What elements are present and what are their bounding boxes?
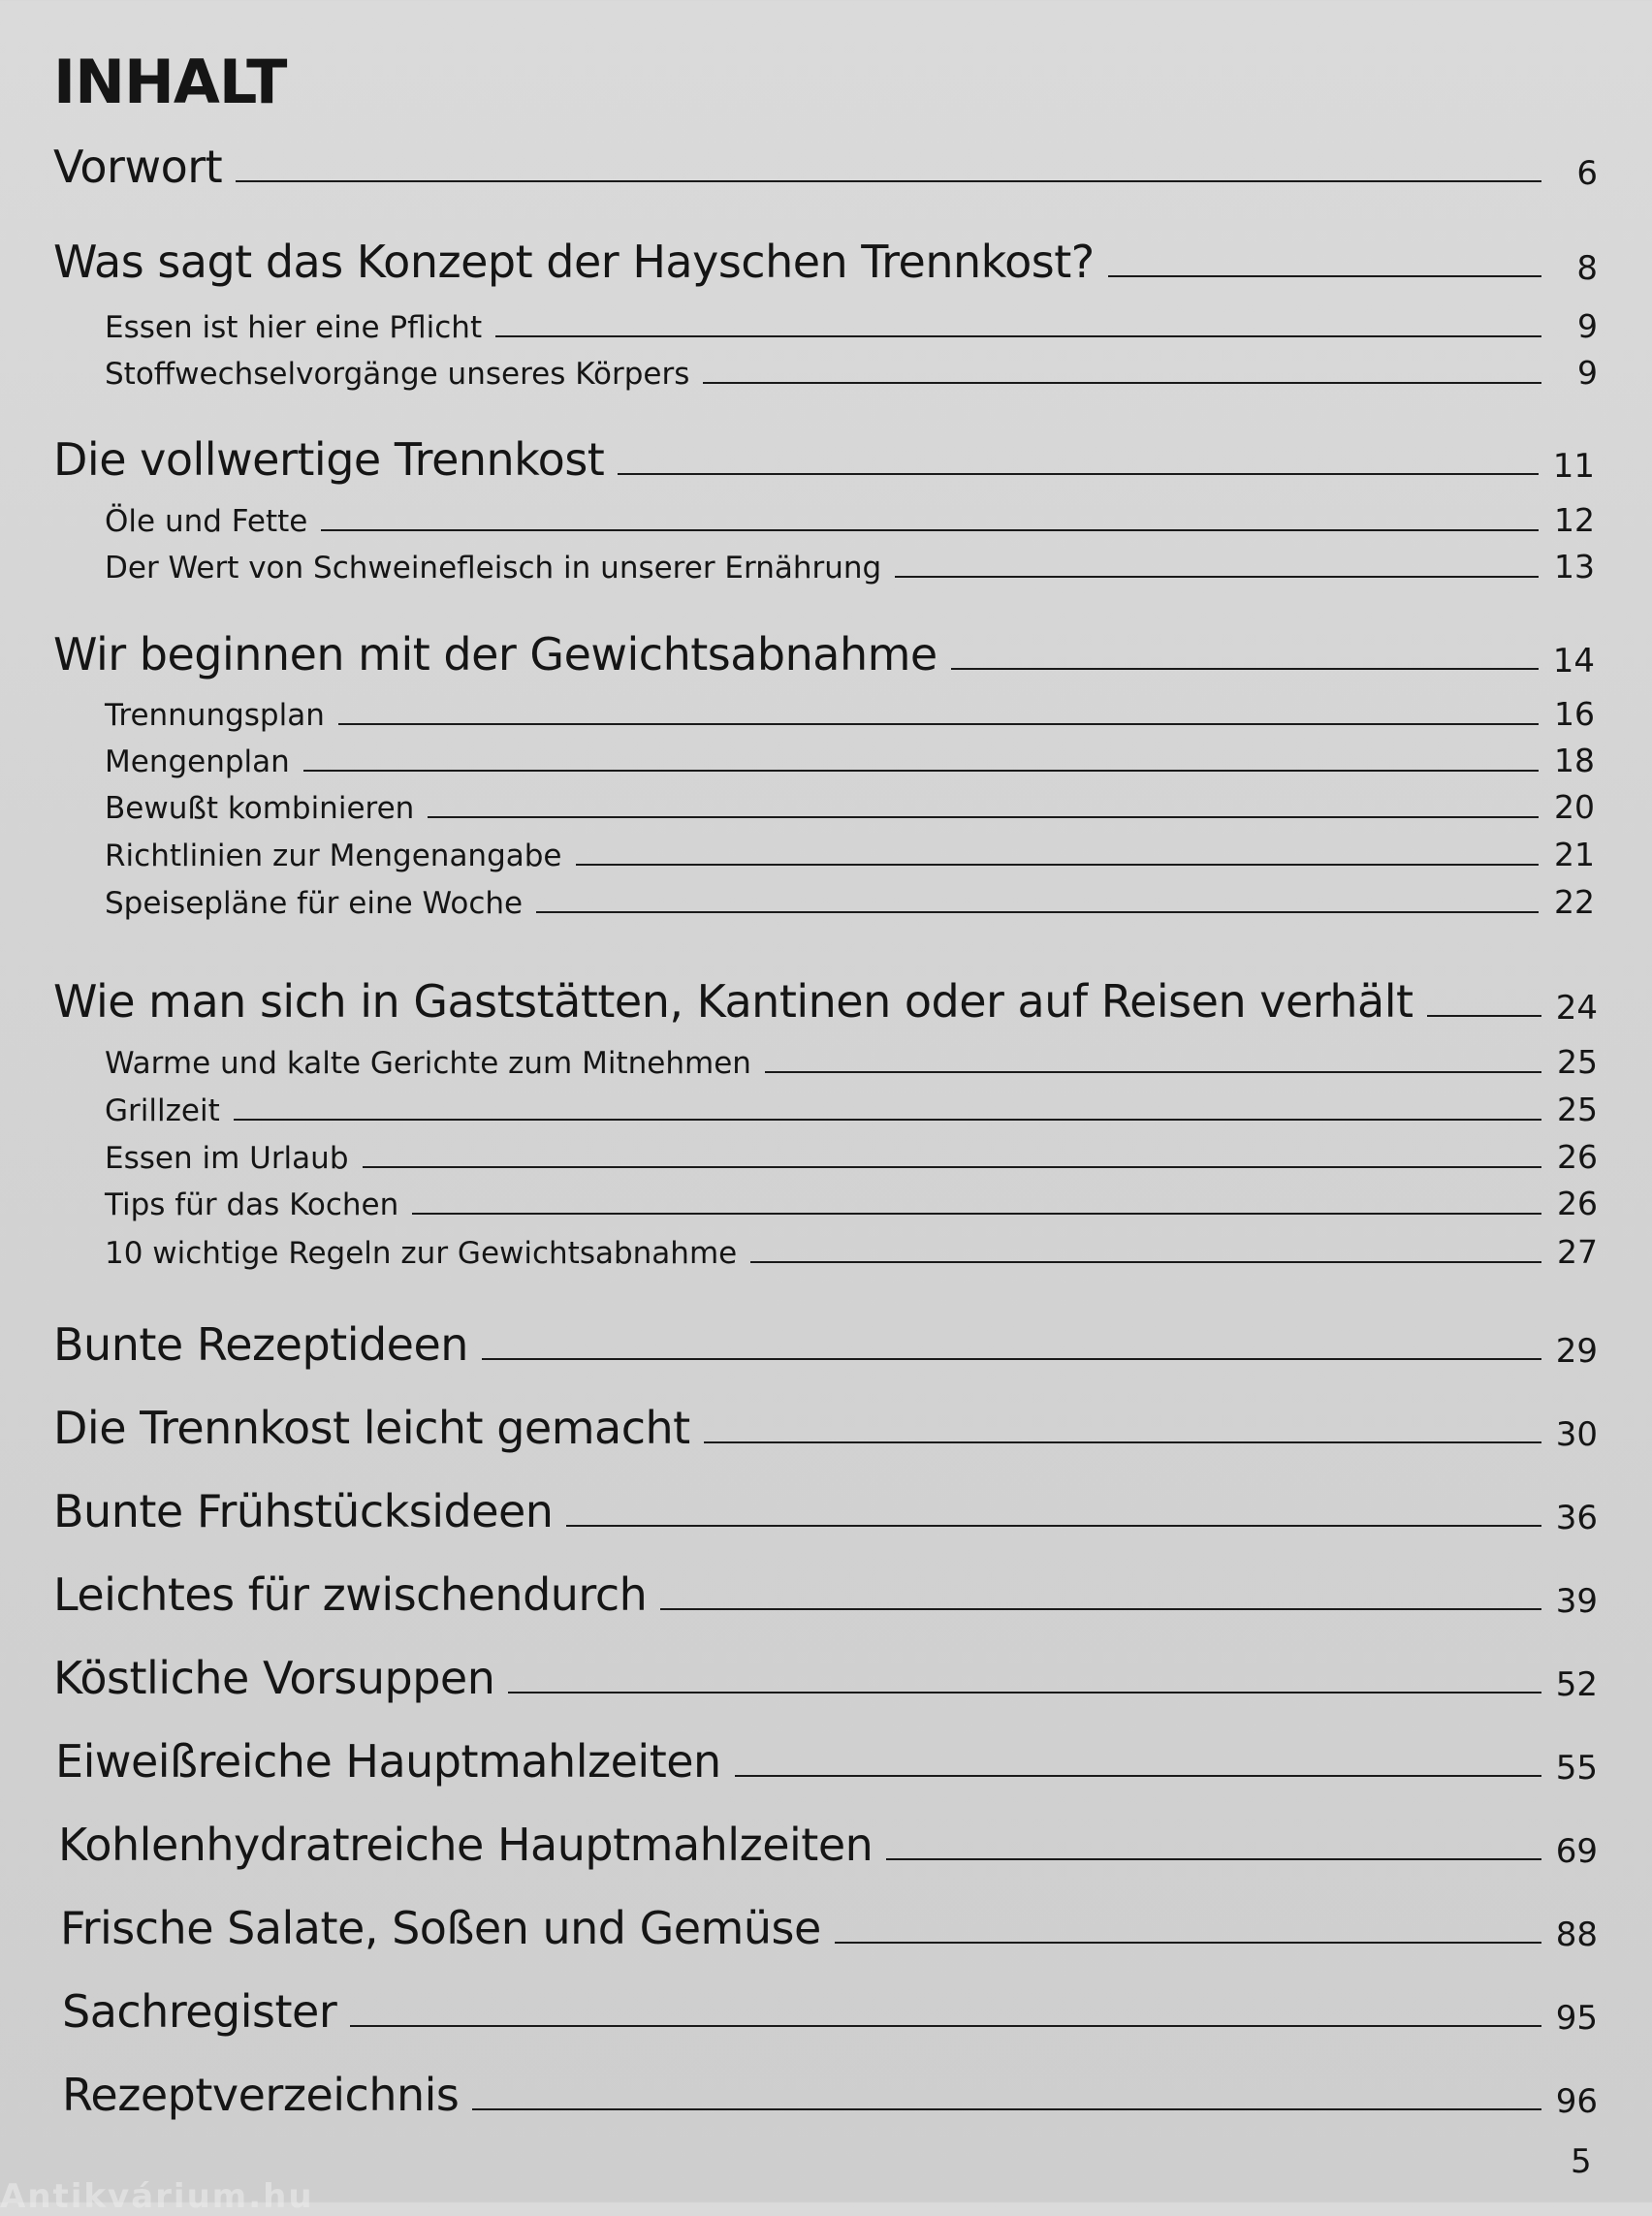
- leader-line: [321, 529, 1539, 531]
- entry-title: Wir beginnen mit der Gewichtsabnahme: [53, 628, 937, 681]
- entry-page: 95: [1555, 1999, 1598, 2038]
- leader-line: [1108, 275, 1541, 277]
- entry-title: Eiweißreiche Hauptmahlzeiten: [55, 1735, 721, 1788]
- toc-section: [105, 307, 1598, 345]
- entry-title: Trennungsplan: [105, 698, 325, 733]
- toc-section: [105, 742, 1595, 779]
- leader-line: [765, 1071, 1541, 1073]
- entry-page: 12: [1554, 501, 1595, 539]
- entry-title: Was sagt das Konzept der Hayschen Trennkost?: [53, 236, 1095, 288]
- entry-title: Die Trennkost leicht gemacht: [53, 1402, 690, 1454]
- entry-page: 21: [1554, 836, 1595, 873]
- leader-line: [660, 1608, 1541, 1610]
- entry-title: Köstliche Vorsuppen: [53, 1652, 495, 1704]
- entry-title: Sachregister: [62, 1985, 337, 2038]
- entry-title: Essen ist hier eine Pflicht: [105, 310, 483, 345]
- entry-title: Warme und kalte Gerichte zum Mitnehmen: [105, 1046, 751, 1081]
- entry-page: 69: [1555, 1832, 1598, 1871]
- toc-chapter: [58, 1819, 1598, 1871]
- entry-page: 20: [1554, 788, 1595, 826]
- entry-page: 30: [1555, 1415, 1598, 1454]
- leader-line: [236, 180, 1541, 182]
- toc-section: [105, 788, 1595, 826]
- leader-line: [482, 1358, 1541, 1360]
- toc-section: [105, 1233, 1598, 1271]
- entry-page: 25: [1557, 1043, 1598, 1081]
- toc-section: [105, 883, 1595, 921]
- entry-title: Rezeptverzeichnis: [62, 2069, 460, 2121]
- leader-line: [835, 1942, 1541, 1944]
- leader-line: [735, 1775, 1541, 1777]
- leader-line: [536, 911, 1539, 913]
- toc-chapter: [62, 2069, 1598, 2121]
- watermark: Antikvárium.hu: [0, 2177, 314, 2216]
- entry-page: 14: [1552, 642, 1595, 681]
- entry-page: 18: [1554, 742, 1595, 779]
- leader-line: [750, 1261, 1541, 1263]
- toc-chapter: [53, 975, 1598, 1028]
- leader-line: [1427, 1015, 1541, 1017]
- toc-section: [105, 1185, 1598, 1222]
- leader-line: [472, 2108, 1541, 2110]
- toc-chapter: [53, 1485, 1598, 1537]
- leader-line: [303, 770, 1539, 772]
- entry-page: 11: [1552, 447, 1595, 486]
- entry-title: Kohlenhydratreiche Hauptmahlzeiten: [58, 1819, 874, 1871]
- leader-line: [428, 816, 1539, 818]
- entry-page: 55: [1555, 1749, 1598, 1788]
- leader-line: [703, 382, 1541, 384]
- entry-page: 13: [1554, 548, 1595, 586]
- leader-line: [618, 473, 1539, 475]
- entry-title: Wie man sich in Gaststätten, Kantinen oder auf Reisen verhält: [53, 975, 1414, 1028]
- entry-title: Speisepläne für eine Woche: [105, 886, 524, 921]
- toc-section: [105, 1138, 1598, 1176]
- leader-line: [363, 1166, 1542, 1168]
- entry-page: 9: [1577, 307, 1598, 345]
- toc-chapter: [53, 1402, 1598, 1454]
- entry-title: Öle und Fette: [105, 504, 308, 539]
- entry-page: 29: [1555, 1332, 1598, 1371]
- entry-title: Bewußt kombinieren: [105, 791, 415, 826]
- toc-chapter: [53, 141, 1598, 193]
- leader-line: [412, 1213, 1541, 1215]
- leader-line: [566, 1525, 1541, 1527]
- entry-title: Leichtes für zwischendurch: [53, 1568, 648, 1621]
- entry-title: Essen im Urlaub: [105, 1141, 349, 1176]
- entry-page: 39: [1555, 1582, 1598, 1621]
- toc-chapter: [62, 1985, 1598, 2038]
- toc-section: [105, 1043, 1598, 1081]
- entry-page: 36: [1555, 1499, 1598, 1537]
- toc-chapter: [55, 1735, 1598, 1788]
- entry-page: 8: [1576, 249, 1598, 288]
- toc-section: [105, 836, 1595, 873]
- entry-title: Vorwort: [53, 141, 223, 193]
- entry-title: Grillzeit: [105, 1093, 220, 1128]
- toc-section: [105, 548, 1595, 586]
- leader-line: [338, 723, 1539, 725]
- entry-page: 26: [1557, 1185, 1598, 1222]
- entry-title: Tips für das Kochen: [105, 1187, 399, 1222]
- toc-chapter: [53, 1568, 1598, 1621]
- entry-title: Mengenplan: [105, 744, 290, 779]
- entry-title: Bunte Frühstücksideen: [53, 1485, 554, 1537]
- toc-chapter: [53, 628, 1595, 681]
- toc-section: [105, 695, 1595, 733]
- toc-chapter: [53, 433, 1595, 486]
- leader-line: [576, 864, 1539, 866]
- entry-page: 27: [1557, 1233, 1598, 1271]
- toc-chapter: [53, 1318, 1598, 1371]
- leader-line: [495, 335, 1541, 337]
- page-number: 5: [1571, 2142, 1592, 2181]
- entry-title: Die vollwertige Trennkost: [53, 433, 605, 486]
- entry-title: Bunte Rezeptideen: [53, 1318, 468, 1371]
- toc-chapter: [53, 236, 1598, 288]
- toc-section: [105, 1091, 1598, 1128]
- toc-chapter: [53, 1652, 1598, 1704]
- entry-page: 25: [1557, 1091, 1598, 1128]
- entry-title: Stoffwechselvorgänge unseres Körpers: [105, 357, 690, 392]
- entry-title: 10 wichtige Regeln zur Gewichtsabnahme: [105, 1236, 738, 1271]
- entry-page: 88: [1555, 1915, 1598, 1954]
- entry-page: 26: [1557, 1138, 1598, 1176]
- entry-page: 16: [1554, 695, 1595, 733]
- toc-section: [105, 501, 1595, 539]
- leader-line: [886, 1858, 1541, 1860]
- entry-title: Frische Salate, Soßen und Gemüse: [60, 1902, 821, 1954]
- entry-page: 52: [1555, 1665, 1598, 1704]
- leader-line: [234, 1119, 1541, 1121]
- entry-page: 96: [1555, 2082, 1598, 2121]
- entry-title: Der Wert von Schweinefleisch in unserer Ernährung: [105, 551, 882, 586]
- leader-line: [350, 2025, 1541, 2027]
- entry-page: 9: [1577, 354, 1598, 392]
- entry-page: 22: [1554, 883, 1595, 921]
- entry-title: Richtlinien zur Mengenangabe: [105, 839, 562, 873]
- leader-line: [704, 1441, 1541, 1443]
- leader-line: [951, 668, 1539, 670]
- entry-page: 24: [1555, 989, 1598, 1028]
- toc-chapter: [60, 1902, 1598, 1954]
- toc-section: [105, 354, 1598, 392]
- page-title: INHALT: [53, 47, 287, 117]
- entry-page: 6: [1576, 154, 1598, 193]
- leader-line: [508, 1692, 1541, 1694]
- leader-line: [895, 576, 1539, 578]
